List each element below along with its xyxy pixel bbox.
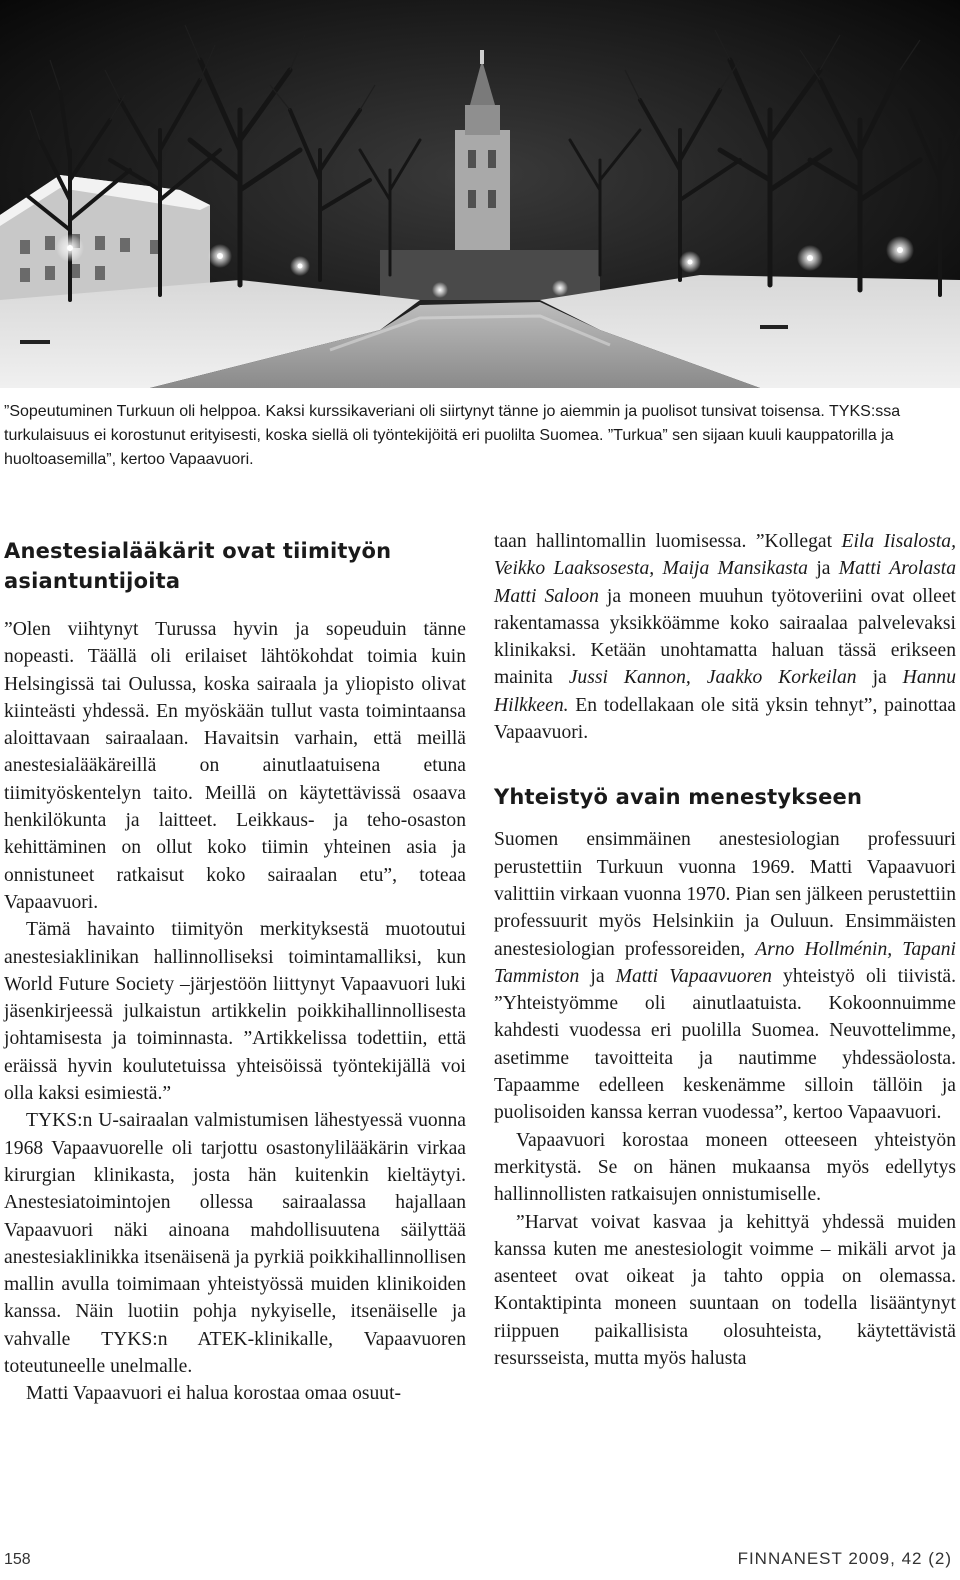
text-run: ja moneen muuhun työtoveriini ovat olleet rakentamassa yksikköämme koko sairaalaa palvelevaksi klinikaksi. Ketään unohtamatta haluan tässä erikseen mainita <box>494 585 956 689</box>
text-run: taan hallintomallin luomisessa. ”Kollegat <box>494 531 842 552</box>
caption-text: ”Sopeutuminen Turkuun oli helppoa. Kaksi kurssikaveriani oli siirtynyt tänne jo aiemmin ja puolisot tunsivat toisensa. TYKS:ssa turkulaisuus ei korostunut erityisesti, koska siellä oli työntekijöitä eri puolilta Suomea. ”Turkua” sen sijaan kuuli kauppatorilla ja huoltoasemilla”, kertoo Vapaavuori. <box>4 403 901 468</box>
text-run: ja <box>579 965 616 987</box>
paragraph: Matti Vapaavuori ei halua korostaa omaa osuut- <box>26 1383 402 1405</box>
names-italic: Matti Arolasta Matti Saloon <box>494 558 956 607</box>
names-italic: Jussi Kannon, Jaakko Korkeilan <box>568 667 857 689</box>
names-italic: Matti Vapaavuoren <box>615 965 772 987</box>
photo-caption <box>4 400 954 472</box>
text-run: Suomen ensimmäinen anestesiologian professuuri perustettiin Turkuun vuonna 1969. Matti Vapaavuori valittiin virkaan vuonna 1970. Pian sen jälkeen perustettiin professuurit myös Helsinkiin ja Ouluun. Ensimmäisten anestesiologian professoreiden, <box>494 829 956 960</box>
paragraph <box>494 826 956 1126</box>
text-run: yhteistyö oli tiivistä. ”Yhteistyömme oli ainutlaatuista. Kokoonnuimme kahdesti vuodessa eri puolilla Suomea. Neuvottelimme, asetimme tavoitteita ja nautimme yhdessäolosta. Tapaamme edelleen keskenämme silloin tällöin ja puolisoiden kanssa kerran vuodessa”, kertoo Vapaavuori. <box>494 965 956 1124</box>
names-italic: Arno Hollménin, Tapani Tammiston <box>494 938 956 987</box>
text-run: ja <box>856 667 903 689</box>
text-run: ja <box>807 558 839 580</box>
names-italic: Eila Iisalosta, Veikko Laaksosesta, Maija Mansikasta <box>494 531 956 580</box>
left-column <box>4 528 466 1408</box>
paragraph: Tämä havainto tiimityön merkityksestä muotoutui anestesiaklinikan hallinnolliseksi toimintamalliksi, kun World Future Society –järjestöön liittynyt Vapaavuori luki jäsenkirjeessä julkaistun artikkelin poikkihallinnollisesta johtamisesta ja toiminnasta. ”Artikkelissa todettiin, että eräissä hyvin koulutetuissa yhteisöissä työntekijällä voi olla kaksi esimiestä.” <box>4 919 466 1105</box>
paragraph <box>494 528 956 746</box>
right-column <box>494 528 956 1372</box>
text-run: En todellakaan ole sitä yksin tehnyt”, painottaa Vapaavuori. <box>494 694 956 744</box>
page-number: 158 <box>4 1551 31 1568</box>
paragraph: ”Harvat voivat kasvaa ja kehittyä yhdessä muiden kanssa kuten me anestesiologit voimme – mikäli arvot ja asenteet ovat oikeat ja tahto oppia on olemassa. Kontaktipinta moneen suuntaan on todella lisääntynyt riippuen paikallisista olosuhteista, käytettävistä resursseista, mutta myös halusta <box>494 1211 956 1370</box>
paragraph: ”Olen viihtynyt Turussa hyvin ja sopeuduin tänne nopeasti. Täällä oli erilaiset lähtökohdat toimia kuin Helsingissä tai Oulussa, koska sairaala ja yliopisto olivat kiinteästi yhdessä. En myöskään tullut vasta toimintaansa aloittavaan sairaalaan. Havaitsin varhain, että meillä anestesialääkäreillä on ainutlaatuisena etuna tiimityöskentelyn taito. Meillä on käytettävissä osaava henkilökunta ja laitteet. Leikkaus- ja teho-osaston kehittäminen on ollut koko tiimin yhteinen asia ja onnistuneet ratkaisut koko sairaalan etu”, toteaa Vapaavuori. <box>4 619 466 913</box>
journal-name: FINNANEST 2009, 42 (2) <box>737 1549 952 1568</box>
paragraph: TYKS:n U-sairaalan valmistumisen lähestyessä vuonna 1968 Vapaavuorelle oli tarjottu osastonylilääkärin virkaa kirurgian klinikasta, josta hän kuitenkin kieltäytyi. Anestesiatoimintojen ollessa sairaalassa hajallaan Vapaavuori näki ainoana mahdollisuutena säilyttää anestesiaklinikka itsenäisenä ja pyrkiä poikkihallinnollisen mallin avulla toimimaan yhteistyössä muiden klinikoiden kanssa. Näin luotiin pohja nykyiselle, itsenäiselle ja vahvalle TYKS:n ATEK-klinikalle, Vapaavuoren toteutuneelle unelmalle. <box>4 1110 466 1378</box>
paragraph: Vapaavuori korostaa moneen otteeseen yhteistyön merkitystä. Se on hänen mukaansa myös edellytys hallinnollisten ratkaisujen onnistumiselle. <box>494 1129 956 1206</box>
section-heading-anesthesiologists: Anestesialääkärit ovat tiimityön asiantuntijoita <box>4 539 392 593</box>
names-italic: Hannu Hilkkeen. <box>494 667 957 716</box>
section-heading-cooperation: Yhteistyö avain menestykseen <box>494 785 863 810</box>
winter-night-photo <box>0 0 960 388</box>
